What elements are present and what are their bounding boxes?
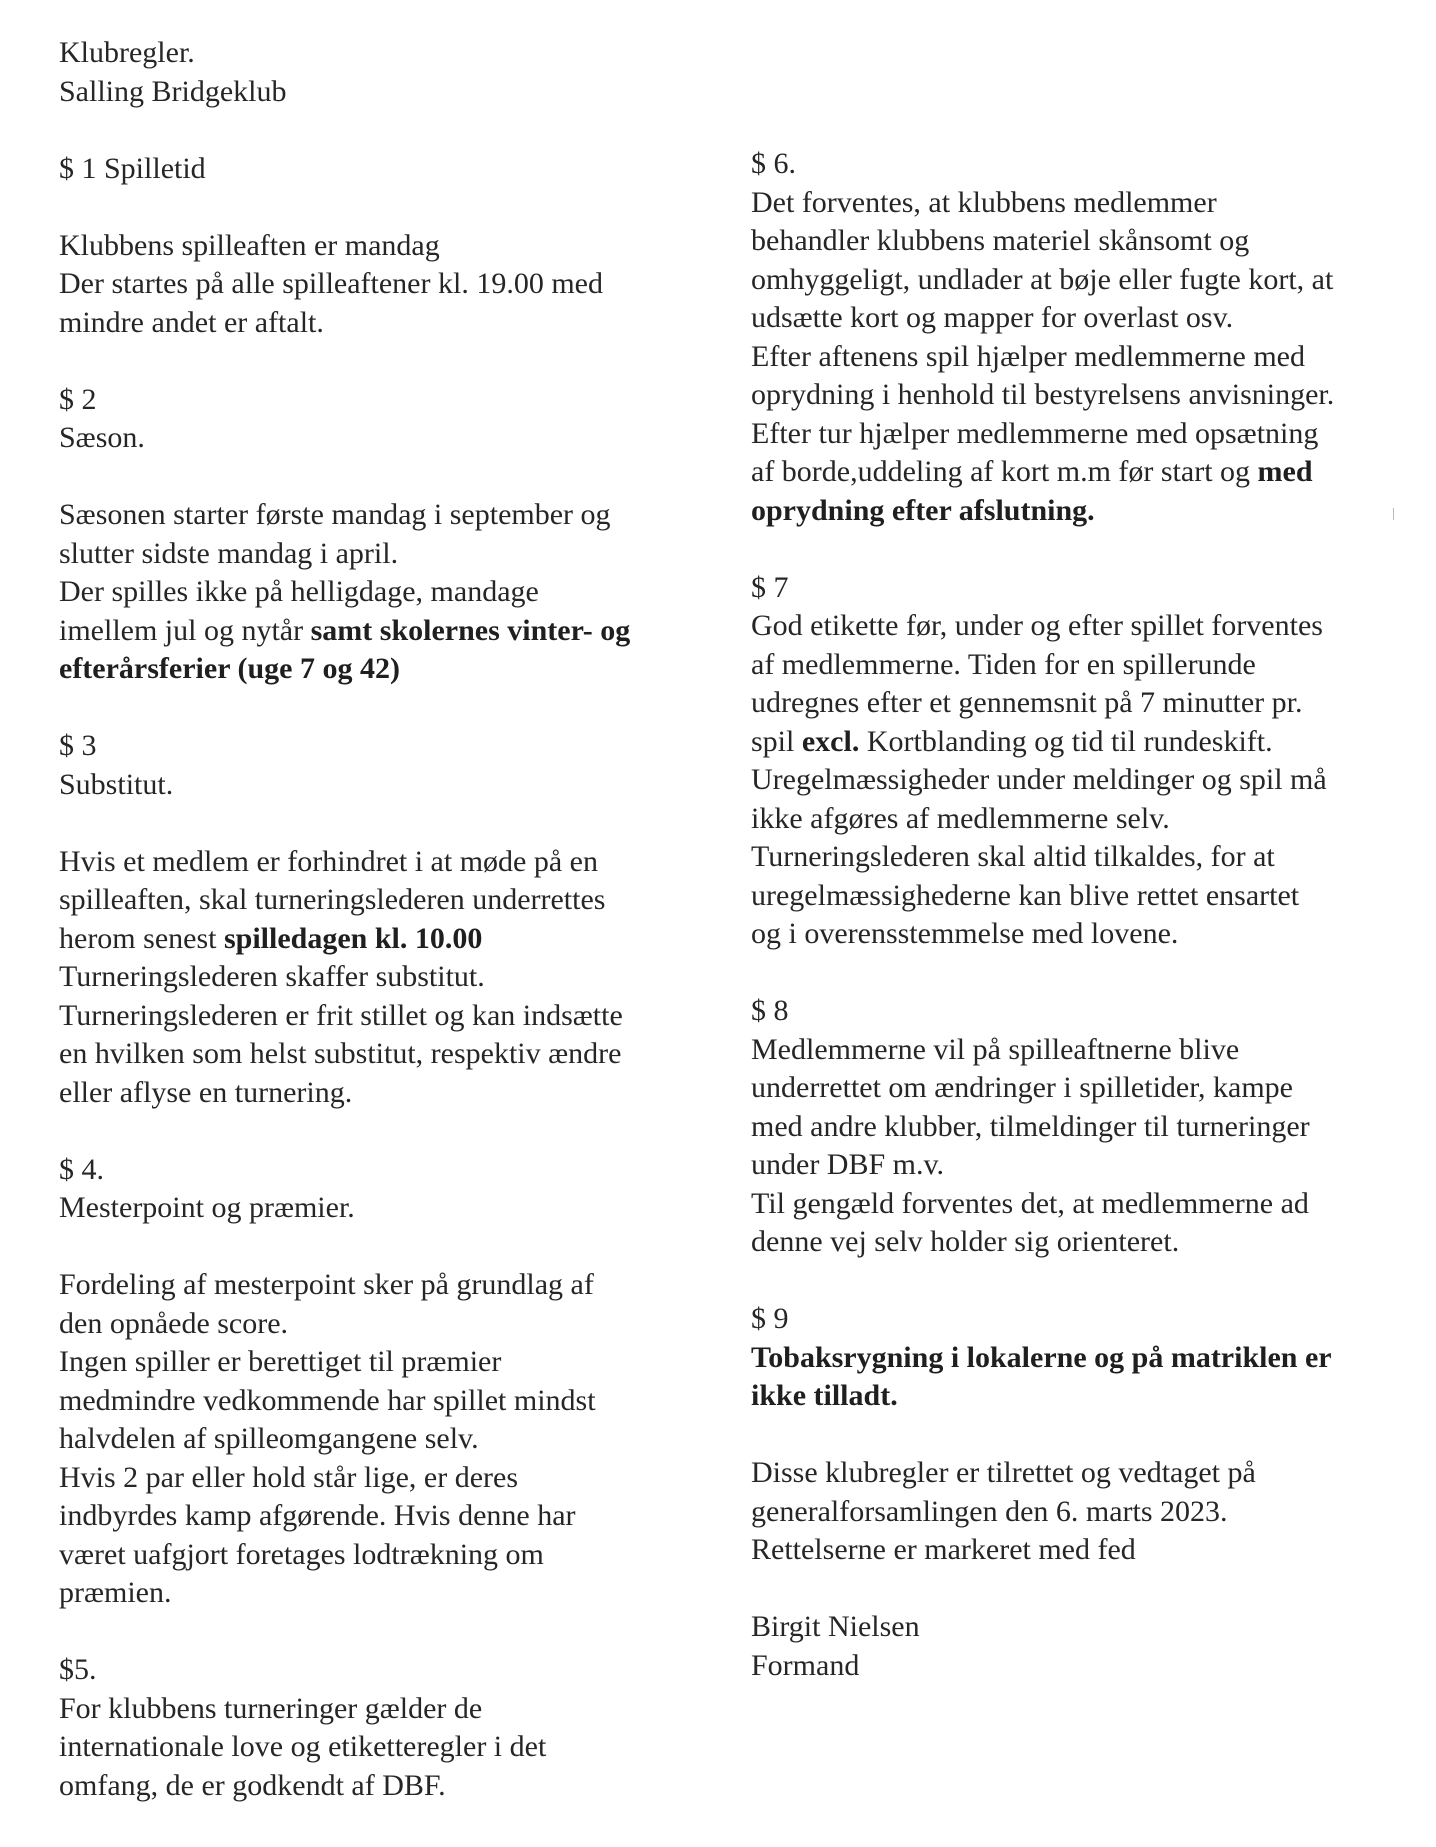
section-6-line-6: oprydning i henhold til bestyrelsens anvisninger.: [751, 378, 1335, 411]
section-3-line-7: eller aflyse en turnering.: [59, 1075, 353, 1109]
section-2-number: $ 2: [59, 382, 97, 416]
section-1-line-1: Klubbens spilleaften er mandag: [59, 228, 440, 262]
section-8-line-1: Medlemmerne vil på spilleaftnerne blive: [751, 1032, 1240, 1066]
section-4-title: Mesterpoint og præmier.: [59, 1191, 355, 1224]
section-3-line-6: en hvilken som helst substitut, respektiv ændre: [59, 1037, 622, 1070]
closing-line-1: Disse klubregler er tilrettet og vedtaget på: [751, 1456, 1256, 1489]
section-1-line-2: Der startes på alle spilleaftener kl. 19.00 med: [59, 267, 603, 300]
section-4-line-7: indbyrdes kamp afgørende. Hvis denne har: [59, 1499, 576, 1532]
left-column: [59, 34, 719, 1805]
section-2-line-3: Der spilles ikke på helligdage, mandage: [59, 575, 539, 608]
signature-name: Birgit Nielsen: [751, 1610, 920, 1643]
section-6-line-9: [751, 492, 1411, 531]
section-7-number: $ 7: [751, 570, 789, 604]
section-4-number: $ 4.: [59, 1152, 104, 1186]
section-5-line-1: For klubbens turneringer gælder de: [59, 1691, 483, 1725]
section-5: [59, 1651, 719, 1805]
section-7-line-4-text-a: spil: [751, 724, 802, 758]
section-2-line-5: [59, 650, 719, 689]
section-9-line-2-bold: ikke tilladt.: [751, 1379, 898, 1412]
section-3-line-3: [59, 920, 719, 959]
section-2: [59, 381, 719, 689]
section-3-title: Substitut.: [59, 767, 174, 801]
section-9-line-1-bold: Tobaksrygning i lokalerne og på matriklen er: [751, 1340, 1332, 1374]
section-7-line-4-bold: excl.: [801, 724, 860, 758]
section-4-line-3: Ingen spiller er berettiget til præmier: [59, 1345, 502, 1378]
section-6-line-5: Efter aftenens spil hjælper medlemmerne med: [751, 339, 1305, 373]
section-8-number: $ 8: [751, 994, 789, 1027]
section-6-line-2: behandler klubbens materiel skånsomt og: [751, 224, 1250, 257]
section-5-number: $5.: [59, 1653, 97, 1686]
section-6-line-8-bold: med: [1257, 455, 1313, 488]
section-4-line-6: Hvis 2 par eller hold står lige, er deres: [59, 1460, 519, 1494]
section-2-line-4-bold: samt skolernes vinter- og: [310, 613, 631, 647]
section-1-heading: $ 1 Spilletid: [59, 151, 206, 185]
document-title: Klubregler.: [59, 36, 195, 69]
section-6-number: $ 6.: [751, 147, 796, 180]
section-9-line-1: [751, 1339, 1411, 1378]
section-7-line-1: God etikette før, under og efter spillet forventes: [751, 609, 1323, 642]
section-2-line-2: slutter sidste mandag i april.: [59, 536, 399, 570]
club-name: Salling Bridgeklub: [59, 74, 287, 108]
section-6-line-4: udsætte kort og mapper for overlast osv.: [751, 301, 1234, 334]
section-8-line-2: underrettet om ændringer i spilletider, kampe: [751, 1071, 1293, 1104]
section-8: [751, 992, 1411, 1262]
section-8-line-4: under DBF m.v.: [751, 1148, 945, 1181]
section-7: [751, 569, 1411, 954]
section-8-line-3: med andre klubber, tilmeldinger til turneringer: [751, 1109, 1310, 1143]
signature-block: [751, 1608, 1411, 1685]
section-7-line-4-text-b: Kortblanding og tid til rundeskift.: [859, 724, 1273, 758]
section-3-line-3-text: herom senest: [59, 921, 224, 955]
section-7-line-9: og i overensstemmelse med lovene.: [751, 917, 1179, 950]
section-6-line-7: Efter tur hjælper medlemmerne med opsætning: [751, 416, 1319, 450]
section-2-line-4: [59, 612, 719, 651]
section-2-line-4-text: imellem jul og nytår: [59, 613, 311, 647]
scan-mark: [1393, 508, 1394, 520]
section-3-number: $ 3: [59, 729, 97, 762]
signature-role: Formand: [751, 1648, 860, 1682]
closing-line-3: Rettelserne er markeret med fed: [751, 1533, 1136, 1566]
closing-line-2: generalforsamlingen den 6. marts 2023.: [751, 1494, 1228, 1528]
section-2-line-5-bold: efterårsferier (uge 7 og 42): [59, 652, 400, 685]
closing-note: [751, 1454, 1411, 1570]
section-8-line-5: Til gengæld forventes det, at medlemmerne ad: [751, 1186, 1309, 1220]
section-3: [59, 727, 719, 1112]
section-1-line-3: mindre andet er aftalt.: [59, 305, 324, 339]
section-7-line-8: uregelmæssighederne kan blive rettet ensartet: [751, 878, 1300, 912]
section-6-line-9-bold: oprydning efter afslutning.: [751, 493, 1095, 527]
section-6-line-8-text: af borde,uddeling af kort m.m før start og: [751, 455, 1258, 488]
section-2-title: Sæson.: [59, 421, 145, 454]
section-6-line-3: omhyggeligt, undlader at bøje eller fugte kort, at: [751, 262, 1334, 296]
section-4-line-2: den opnåede score.: [59, 1306, 289, 1340]
section-3-line-3-bold: spilledagen kl. 10.00: [223, 921, 483, 955]
section-3-line-2: spilleaften, skal turneringslederen underrettes: [59, 883, 606, 916]
section-7-line-2: af medlemmerne. Tiden for en spillerunde: [751, 647, 1256, 681]
section-4-line-5: halvdelen af spilleomgangene selv.: [59, 1422, 479, 1455]
section-6-line-1: Det forventes, at klubbens medlemmer: [751, 185, 1217, 219]
section-7-line-7: Turneringslederen skal altid tilkaldes, for at: [751, 840, 1275, 873]
section-3-line-5: Turneringslederen er frit stillet og kan indsætte: [59, 998, 623, 1032]
section-7-line-4: [751, 723, 1411, 762]
section-4-line-9: præmien.: [59, 1576, 172, 1609]
section-1: [59, 150, 719, 343]
section-3-line-4: Turneringslederen skaffer substitut.: [59, 960, 485, 993]
section-9: [751, 1300, 1411, 1416]
section-5-line-3: omfang, de er godkendt af DBF.: [59, 1768, 446, 1802]
section-4-line-4: medmindre vedkommende har spillet mindst: [59, 1383, 596, 1417]
section-4-line-1: Fordeling af mesterpoint sker på grundlag af: [59, 1268, 594, 1301]
section-5-line-2: internationale love og etiketteregler i det: [59, 1730, 547, 1763]
section-9-line-2: [751, 1377, 1411, 1416]
section-9-number: $ 9: [751, 1302, 789, 1335]
section-6-line-8: [751, 453, 1411, 492]
section-3-line-1: Hvis et medlem er forhindret i at møde på en: [59, 844, 598, 878]
section-7-line-6: ikke afgøres af medlemmerne selv.: [751, 801, 1170, 835]
section-7-line-3: udregnes efter et gennemsnit på 7 minutter pr.: [751, 686, 1303, 719]
section-2-line-1: Sæsonen starter første mandag i september og: [59, 498, 611, 531]
section-4: [59, 1151, 719, 1613]
section-8-line-6: denne vej selv holder sig orienteret.: [751, 1225, 1180, 1258]
section-7-line-5: Uregelmæssigheder under meldinger og spil må: [751, 763, 1327, 796]
section-4-line-8: været uafgjort foretages lodtrækning om: [59, 1537, 544, 1571]
right-column: [751, 145, 1411, 1685]
section-6: [751, 145, 1411, 530]
